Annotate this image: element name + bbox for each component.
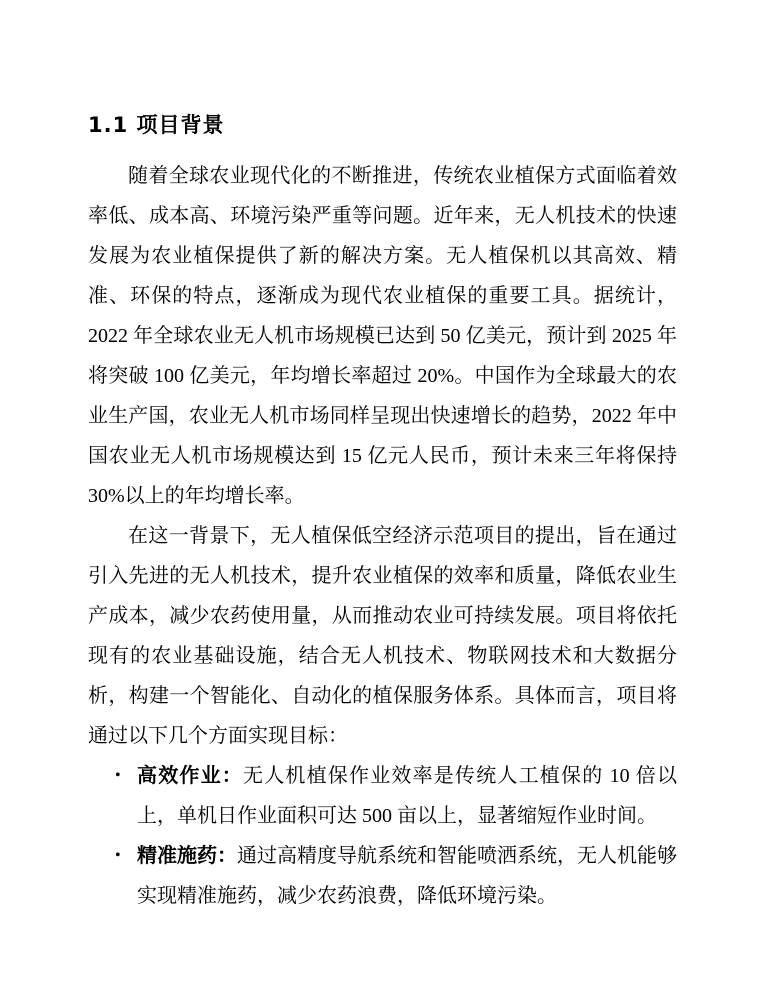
bullet-item-precise-spraying	[88, 836, 677, 916]
section-heading: 1.1 项目背景	[88, 113, 225, 137]
bullet-marker-icon: •	[115, 767, 121, 784]
bullet-item-efficient-operation	[88, 756, 677, 836]
bullet-label: 精准施药：	[137, 845, 237, 867]
bullet-label: 高效作业：	[137, 765, 243, 787]
paragraph-background: 随着全球农业现代化的不断推进，传统农业植保方式面临着效率低、成本高、环境污染严重等问题。近年来，无人机技术的快速发展为农业植保提供了新的解决方案。无人植保机以其高效、精准、环保的特点，逐渐成为现代农业植保的重要工具。据统计，2022 年全球农业无人机市场规模已达到 50 亿美元，预计到 2025 年将突破 100 亿美元，年均增长率超过 20%。中国作为全球最大的农业生产国，农业无人机市场同样呈现出快速增长的趋势，2022 年中国农业无人机市场规模达到 15 亿元人民币，预计未来三年将保持 30%以上的年均增长率。	[88, 165, 677, 507]
bullet-list	[88, 756, 677, 916]
bullet-text: 通过高精度导航系统和智能喷洒系统，无人机能够实现精准施药，减少农药浪费，降低环境污染。	[137, 845, 677, 907]
paragraph-project-goals: 在这一背景下，无人植保低空经济示范项目的提出，旨在通过引入先进的无人机技术，提升农业植保的效率和质量，降低农业生产成本，减少农药使用量，从而推动农业可持续发展。项目将依托现有的农业基础设施，结合无人机技术、物联网技术和大数据分析，构建一个智能化、自动化的植保服务体系。具体而言，项目将通过以下几个方面实现目标：	[88, 525, 677, 747]
bullet-marker-icon: •	[115, 847, 121, 864]
bullet-text: 无人机植保作业效率是传统人工植保的 10 倍以上，单机日作业面积可达 500 亩以上，显著缩短作业时间。	[137, 765, 677, 827]
